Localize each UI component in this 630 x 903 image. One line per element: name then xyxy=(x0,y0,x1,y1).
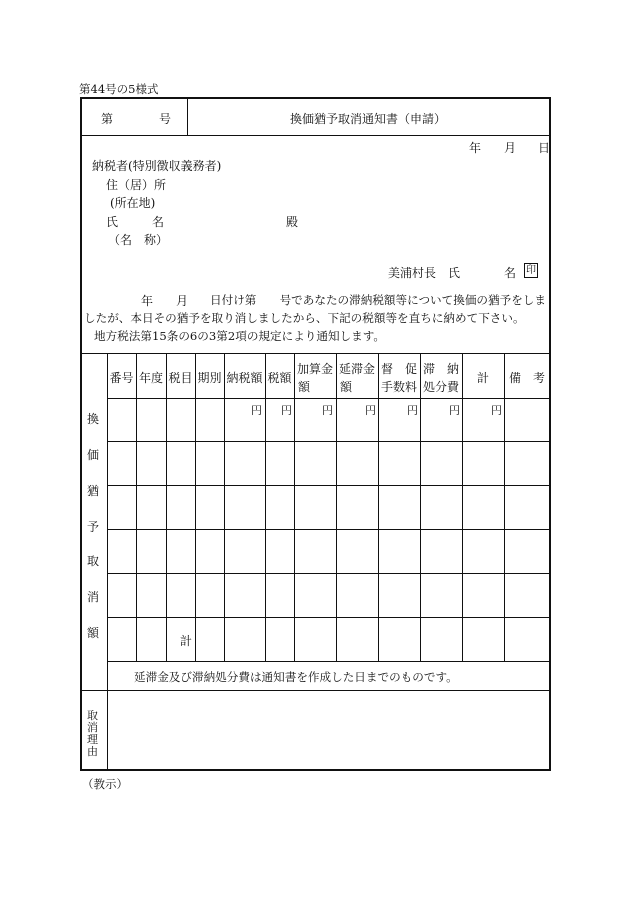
header-divider xyxy=(81,135,550,136)
side-label-char-4: 予 xyxy=(87,520,100,534)
col-header-item: 税目 xyxy=(168,371,193,385)
yen-entai: 円 xyxy=(365,404,376,417)
col-header-entai-line1: 延滞金 xyxy=(338,362,375,376)
col-line-3 xyxy=(195,353,196,661)
side-label-char-7: 額 xyxy=(87,626,100,640)
table-row-line-4 xyxy=(107,573,550,574)
col-header-remarks: 備 考 xyxy=(508,371,545,385)
col-line-10 xyxy=(462,353,463,661)
side-label-char-5: 取 xyxy=(87,554,100,568)
table-note: 延滞金及び滞納処分費は通知書を作成した日までのものです。 xyxy=(134,670,458,684)
side-label-char-1: 換 xyxy=(87,412,100,426)
table-row-line-1 xyxy=(107,441,550,442)
col-line-7 xyxy=(336,353,337,661)
taxpayer-heading: 納税者(特別徴収義務者) xyxy=(92,159,222,173)
body-line-3: 地方税法第15条の6の3第2項の規定により通知します。 xyxy=(94,329,386,343)
issuer-title: 美浦村長 氏 xyxy=(388,266,461,280)
col-header-tainou-line1: 滞 納 xyxy=(422,362,459,376)
table-header-line xyxy=(107,398,550,399)
page-title: 換価猶予取消通知書（申請） xyxy=(290,112,447,126)
date-month: 月 xyxy=(504,141,517,155)
col-line-11 xyxy=(504,353,505,661)
taxpayer-address-label: 住（居）所 xyxy=(106,178,167,192)
header-dai: 第 xyxy=(101,112,114,126)
reason-label-char-2: 消 xyxy=(87,721,98,734)
col-line-2 xyxy=(166,353,167,661)
instruction-label: （教示） xyxy=(82,777,128,791)
issuer-name-suffix: 名 xyxy=(504,266,517,280)
col-line-6 xyxy=(294,353,295,661)
col-line-8 xyxy=(378,353,379,661)
col-header-kasan-line2: 額 xyxy=(298,380,311,394)
table-bottom-line xyxy=(81,690,550,691)
yen-tainou: 円 xyxy=(449,404,460,417)
yen-tax-amount: 円 xyxy=(251,404,262,417)
side-label-char-6: 消 xyxy=(87,590,100,604)
taxpayer-honorific: 殿 xyxy=(286,215,299,229)
body-line-1-rest: 日付け第 号であなたの滞納税額等について換価の猶予をしま xyxy=(210,293,546,307)
yen-tax: 円 xyxy=(281,404,292,417)
col-header-tax-amount: 納税額 xyxy=(226,371,263,385)
col-line-1 xyxy=(136,353,137,661)
col-header-no: 番号 xyxy=(109,371,134,385)
header-vertical-divider xyxy=(187,98,188,135)
col-header-year: 年度 xyxy=(138,371,163,385)
yen-total: 円 xyxy=(491,404,502,417)
col-header-total: 計 xyxy=(476,371,489,385)
reason-label-divider xyxy=(107,690,108,770)
table-row-line-5 xyxy=(107,617,550,618)
table-row-line-2 xyxy=(107,485,550,486)
header-go: 号 xyxy=(159,112,172,126)
reason-label-char-4: 由 xyxy=(87,745,98,758)
col-line-9 xyxy=(420,353,421,661)
reason-label-char-3: 理 xyxy=(87,733,98,746)
date-year: 年 xyxy=(469,141,482,155)
taxpayer-corp-name-label: （名 称） xyxy=(108,233,169,247)
table-top-line xyxy=(81,353,550,354)
col-header-entai-line2: 額 xyxy=(340,380,353,394)
side-label-char-3: 猶 xyxy=(87,484,100,498)
seal-mark: 印 xyxy=(526,265,536,276)
col-line-4 xyxy=(224,353,225,661)
reason-label-char-1: 取 xyxy=(87,709,98,722)
taxpayer-location-label: (所在地) xyxy=(110,196,156,210)
body-line-1-year: 年 xyxy=(141,294,154,308)
side-label-divider xyxy=(107,353,108,690)
col-line-5 xyxy=(265,353,266,661)
date-day: 日 xyxy=(538,141,551,155)
sum-row-label: 計 xyxy=(180,634,193,648)
body-line-2: したが、本日その猶予を取り消しましたから、下記の税額等を直ちに納めて下さい。 xyxy=(84,311,525,325)
table-sum-line xyxy=(107,661,550,662)
taxpayer-name-label-2: 名 xyxy=(152,215,165,229)
form-number: 第44号の5様式 xyxy=(79,82,159,96)
yen-tokusoku: 円 xyxy=(407,404,418,417)
yen-kasan: 円 xyxy=(322,404,333,417)
taxpayer-name-label-1: 氏 xyxy=(106,215,119,229)
col-header-tax: 税額 xyxy=(267,371,292,385)
side-label-char-2: 価 xyxy=(87,448,100,462)
col-header-tokusoku-line1: 督 促 xyxy=(380,362,417,376)
col-header-period: 期別 xyxy=(197,371,222,385)
col-header-tainou-line2: 処分費 xyxy=(422,380,459,394)
col-header-kasan-line1: 加算金 xyxy=(296,362,333,376)
col-header-tokusoku-line2: 手数料 xyxy=(380,380,417,394)
table-row-line-3 xyxy=(107,529,550,530)
body-line-1-month: 月 xyxy=(176,294,189,308)
